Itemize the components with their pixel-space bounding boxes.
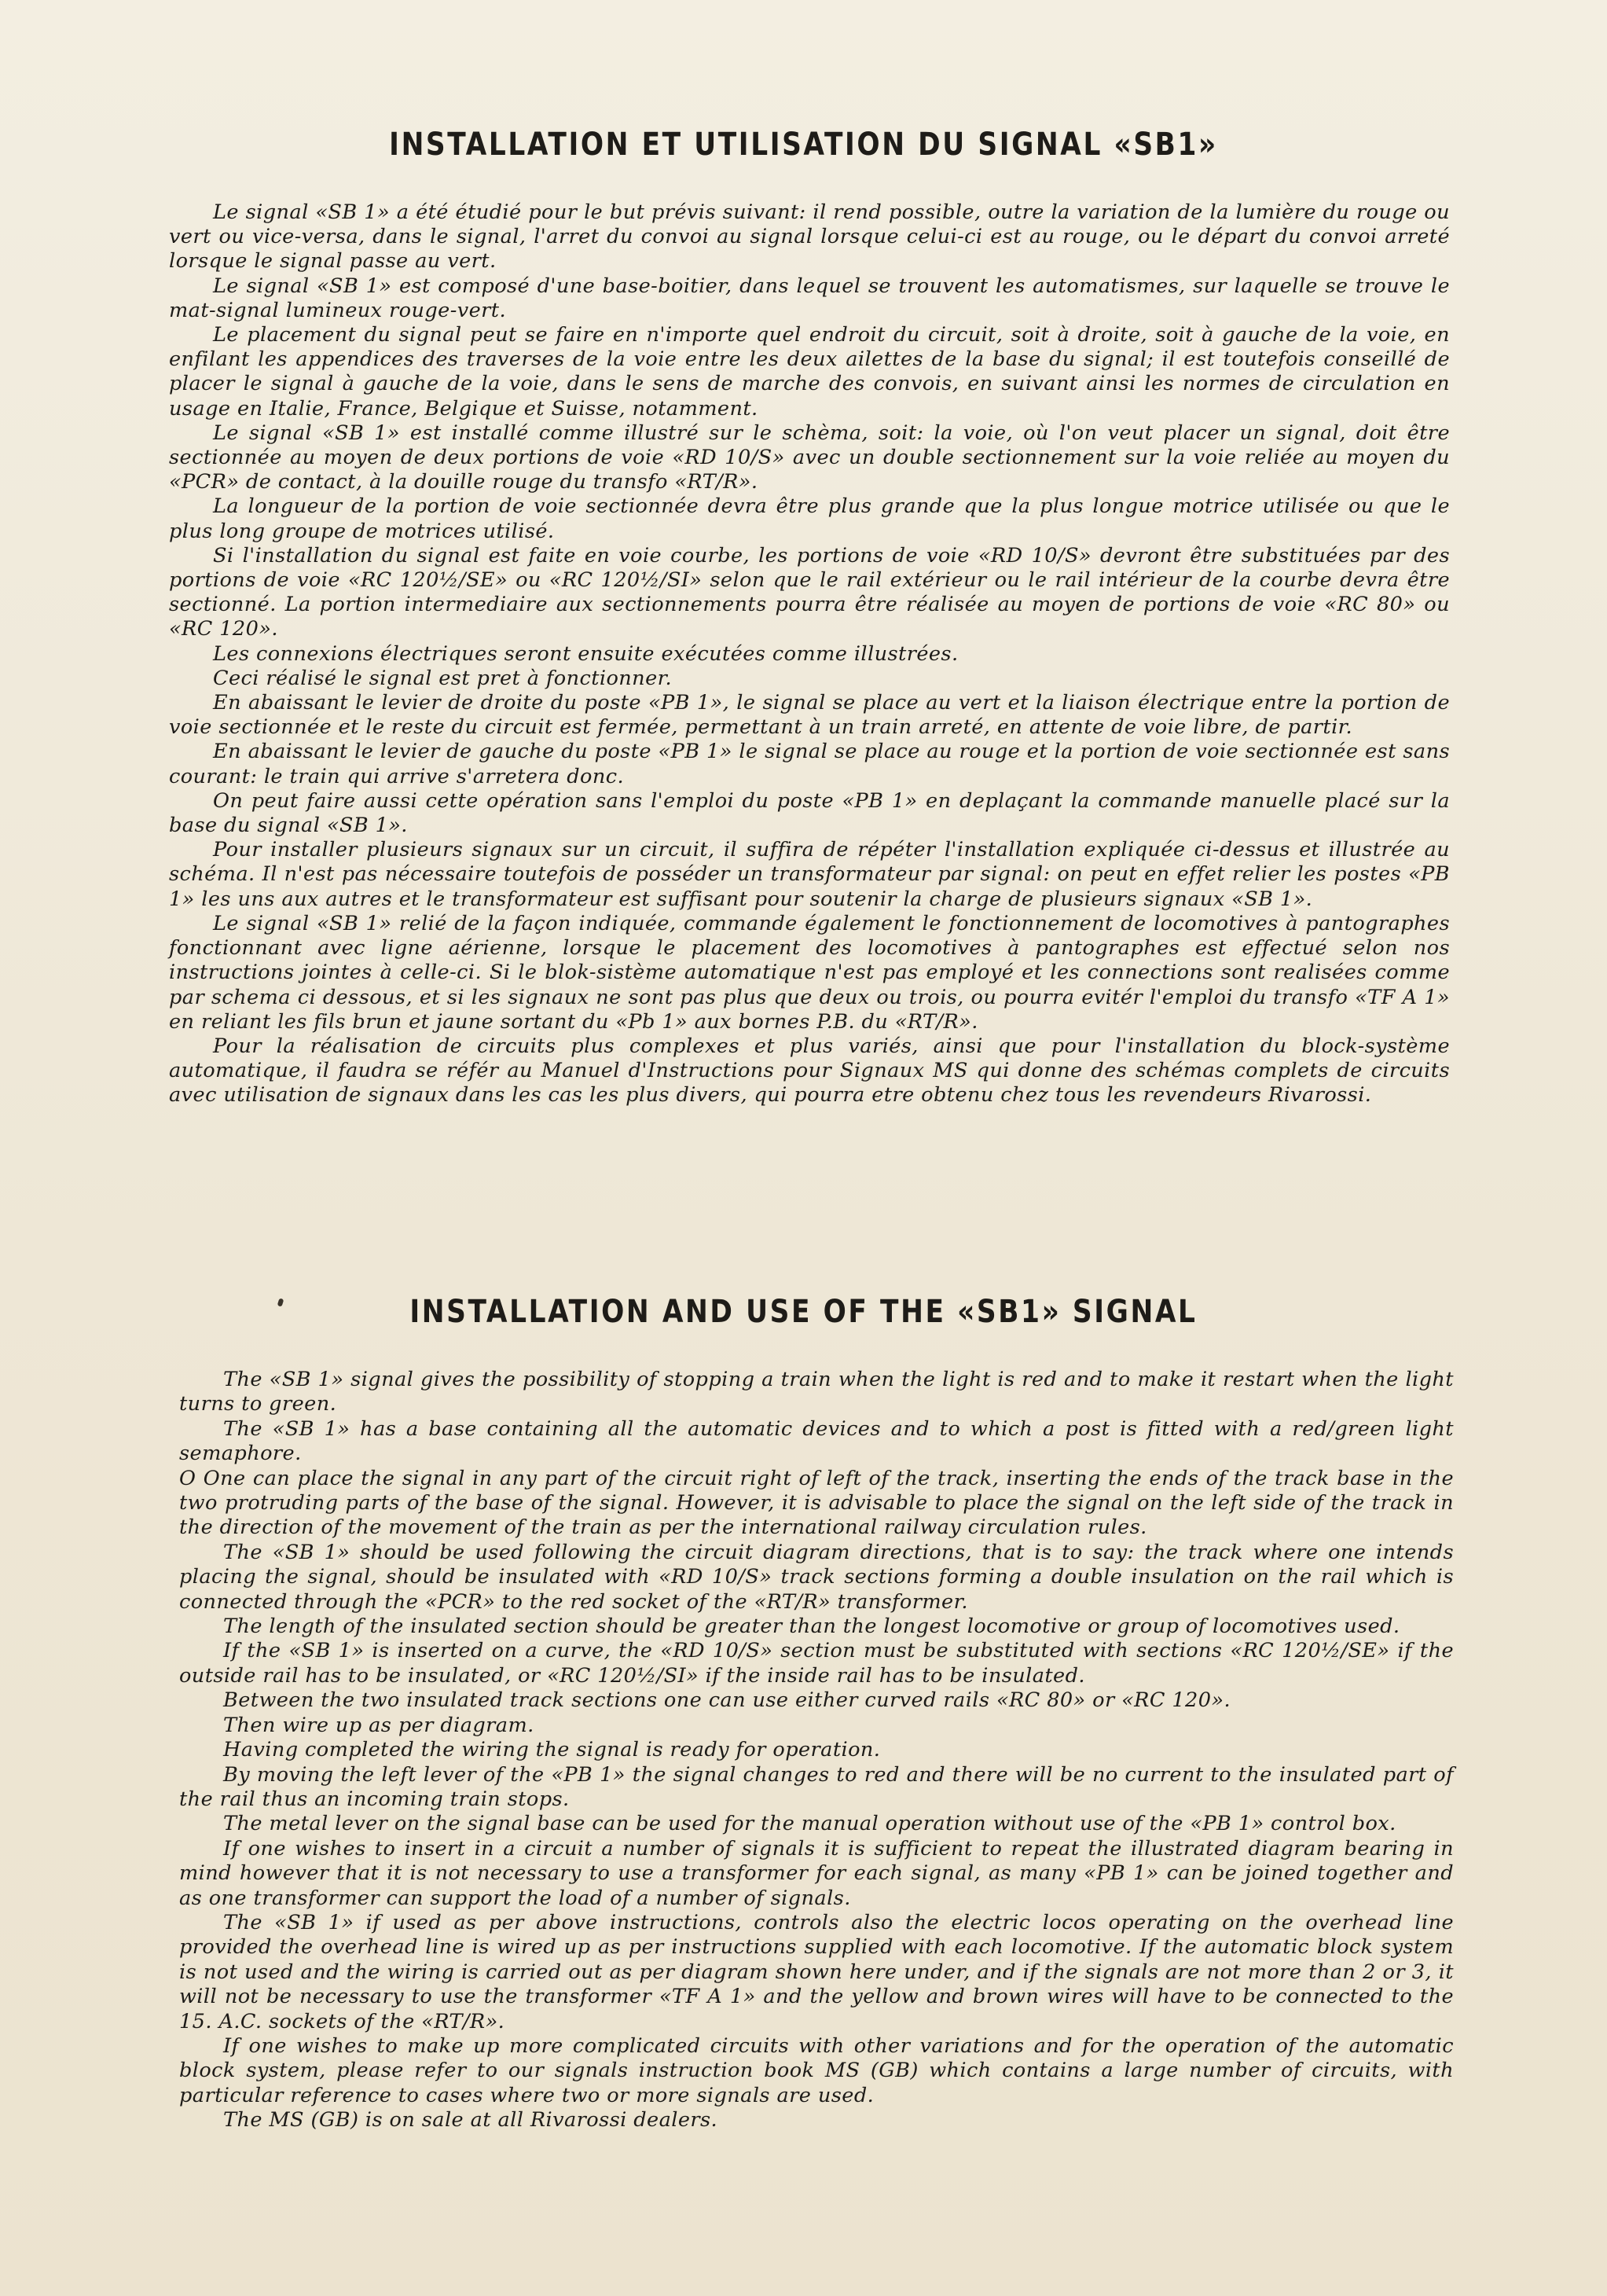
- french-body: [169, 200, 1450, 1108]
- french-paragraph: En abaissant le levier de droite du poste «PB 1», le signal se place au vert et la liaison électrique entre la portion de voie sectionnée et le reste du circuit est fermée, permettant à un train arreté, en attente de voie libre, de partir.: [169, 691, 1450, 740]
- french-paragraph: Ceci réalisé le signal est pret à fonctionner.: [213, 666, 672, 690]
- french-paragraph: Le placement du signal peut se faire en n'importe quel endroit du circuit, soit à droite, soit à gauche de la voie, en enfilant les appendices des traverses de la voie entre les deux ailettes de la base du signal; il est toutefois conseillé de placer le signal à gauche de la voie, dans le sens de marche des convois, en suivant ainsi les normes de circulation en usage en Italie, France, Belgique et Suisse, notamment.: [169, 323, 1450, 421]
- english-paragraph: The «SB 1» if used as per above instructions, controls also the electric locos operating on the overhead line provided the overhead line is wired up as per instructions supplied with each locomotive. If the automatic block system is not used and the wiring is carried out as per diagram shown here under, and if the signals are not more than 2 or 3, it will not be necessary to use the transformer «TF A 1» and the yellow and brown wires will have to be connected to the 15. A.C. sockets of the «RT/R».: [179, 1910, 1454, 2033]
- english-paragraph: The «SB 1» should be used following the circuit diagram directions, that is to say: the track where one intends placing the signal, should be insulated with «RD 10/S» track sections forming a double insulation on the rail which is connected through the «PCR» to the red socket of the «RT/R» transformer.: [179, 1540, 1454, 1614]
- french-paragraph: On peut faire aussi cette opération sans l'emploi du poste «PB 1» en deplaçant la commande manuelle placé sur la base du signal «SB 1».: [169, 788, 1450, 838]
- english-body: [179, 1368, 1454, 2133]
- french-paragraph: Le signal «SB 1» a été étudié pour le but prévis suivant: il rend possible, outre la variation de la lumière du rouge ou vert ou vice-versa, dans le signal, l'arret du convoi au signal lorsque celui-ci est au rouge, ou le départ du convoi arreté lorsque le signal passe au vert.: [169, 200, 1450, 274]
- french-paragraph: Pour la réalisation de circuits plus complexes et plus variés, ainsi que pour l'installation du block-système automatique, il faudra se référ au Manuel d'Instructions pour Signaux MS qui donne des schémas complets de circuits avec utilisation de signaux dans les cas les plus divers, qui pourra etre obtenu chez tous les revendeurs Rivarossi.: [169, 1034, 1450, 1108]
- french-paragraph: Si l'installation du signal est faite en voie courbe, les portions de voie «RD 10/S» devront être substituées par des portions de voie «RC 120½/SE» ou «RC 120½/SI» selon que le rail extérieur ou le rail intérieur de la courbe devra être sectionné. La portion intermediaire aux sectionnements pourra être réalisée au moyen de portions de voie «RC 80» ou «RC 120».: [169, 543, 1450, 641]
- english-paragraph: O One can place the signal in any part of the circuit right of left of the track, inserting the ends of the track base in the two protruding parts of the base of the signal. However, it is advisable to place the signal on the left side of the track in the direction of the movement of the train as per the international railway circulation rules.: [179, 1466, 1454, 1540]
- english-paragraph: Having completed the wiring the signal is ready for operation.: [223, 1738, 881, 1762]
- french-section: [0, 118, 1607, 1108]
- english-paragraph: If one wishes to make up more complicated circuits with other variations and for the operation of the automatic block system, please refer to our signals instruction book MS (GB) which contains a large number of circuits, with particular reference to cases where two or more signals are used.: [179, 2033, 1454, 2107]
- english-paragraph: The «SB 1» signal gives the possibility of stopping a train when the light is red and to make it restart when the light turns to green.: [179, 1368, 1454, 1416]
- french-paragraph: Les connexions électriques seront ensuite exécutées comme illustrées.: [213, 641, 959, 666]
- english-paragraph: If one wishes to insert in a circuit a number of signals it is sufficient to repeat the illustrated diagram bearing in mind however that it is not necessary to use a transformer for each signal, as many «PB 1» can be joined together and as one transformer can support the load of a number of signals.: [179, 1836, 1454, 1910]
- english-paragraph: By moving the left lever of the «PB 1» the signal changes to red and there will be no current to the insulated part of the rail thus an incoming train stops.: [179, 1762, 1454, 1811]
- french-paragraph: En abaissant le levier de gauche du poste «PB 1» le signal se place au rouge et la portion de voie sectionnée est sans courant: le train qui arrive s'arretera donc.: [169, 740, 1450, 788]
- french-paragraph: Le signal «SB 1» est installé comme illustré sur le schèma, soit: la voie, où l'on veut placer un signal, doit être sectionnée au moyen de deux portions de voie «RD 10/S» avec un double sectionnement sur la voie reliée au moyen du «PCR» de contact, à la douille rouge du transfo «RT/R».: [169, 421, 1450, 494]
- english-paragraph: The length of the insulated section should be greater than the longest locomotive or group of locomotives used.: [223, 1615, 1400, 1639]
- english-paragraph: The metal lever on the signal base can be used for the manual operation without use of the «PB 1» control box.: [223, 1812, 1396, 1836]
- english-paragraph: Then wire up as per diagram.: [223, 1713, 534, 1737]
- french-title: INSTALLATION ET UTILISATION DU SIGNAL «SB1»: [389, 127, 1218, 163]
- english-paragraph: The «SB 1» has a base containing all the automatic devices and to which a post is fitted with a red/green light semaphore.: [179, 1416, 1454, 1466]
- french-paragraph: Le signal «SB 1» est composé d'une base-boitier, dans lequel se trouvent les automatismes, sur laquelle se trouve le mat-signal lumineux rouge-vert.: [169, 274, 1450, 322]
- english-paragraph: If the «SB 1» is inserted on a curve, the «RD 10/S» section must be substituted with sections «RC 120½/SE» if the outside rail has to be insulated, or «RC 120½/SI» if the inside rail has to be insulated.: [179, 1639, 1454, 1688]
- french-paragraph: Pour installer plusieurs signaux sur un circuit, il suffira de répéter l'installation expliquée ci-dessus et illustrée au schéma. Il n'est pas nécessaire toutefois de posséder un transformateur par signal: on peut en effet relier les postes «PB 1» les uns aux autres et le transformateur est suffisant pour soutenir la charge de plusieurs signaux «SB 1».: [169, 838, 1450, 911]
- french-paragraph: Le signal «SB 1» relié de la façon indiquée, commande également le fonctionnement de locomotives à pantographes fonctionnant avec ligne aérienne, lorsque le placement des locomotives à pantographes est effectué selon nos instructions jointes à celle-ci. Si le blok-sistème automatique n'est pas employé et les connections sont realisées comme par schema ci dessous, et si les signaux ne sont pas plus que deux ou trois, ou pourra evitér l'emploi du transfo «TF A 1» en reliant les fils brun et jaune sortant du «Pb 1» aux bornes P.B. du «RT/R».: [169, 911, 1450, 1034]
- english-paragraph: Between the two insulated track sections one can use either curved rails «RC 80» or «RC 120».: [223, 1688, 1231, 1713]
- english-paragraph: The MS (GB) is on sale at all Rivarossi dealers.: [223, 2108, 718, 2133]
- english-section: [0, 1285, 1607, 2133]
- french-paragraph: La longueur de la portion de voie sectionnée devra être plus grande que la plus longue motrice utilisée ou que le plus long groupe de motrices utilisé.: [169, 494, 1450, 543]
- english-title: INSTALLATION AND USE OF THE «SB1» SIGNAL: [409, 1294, 1198, 1330]
